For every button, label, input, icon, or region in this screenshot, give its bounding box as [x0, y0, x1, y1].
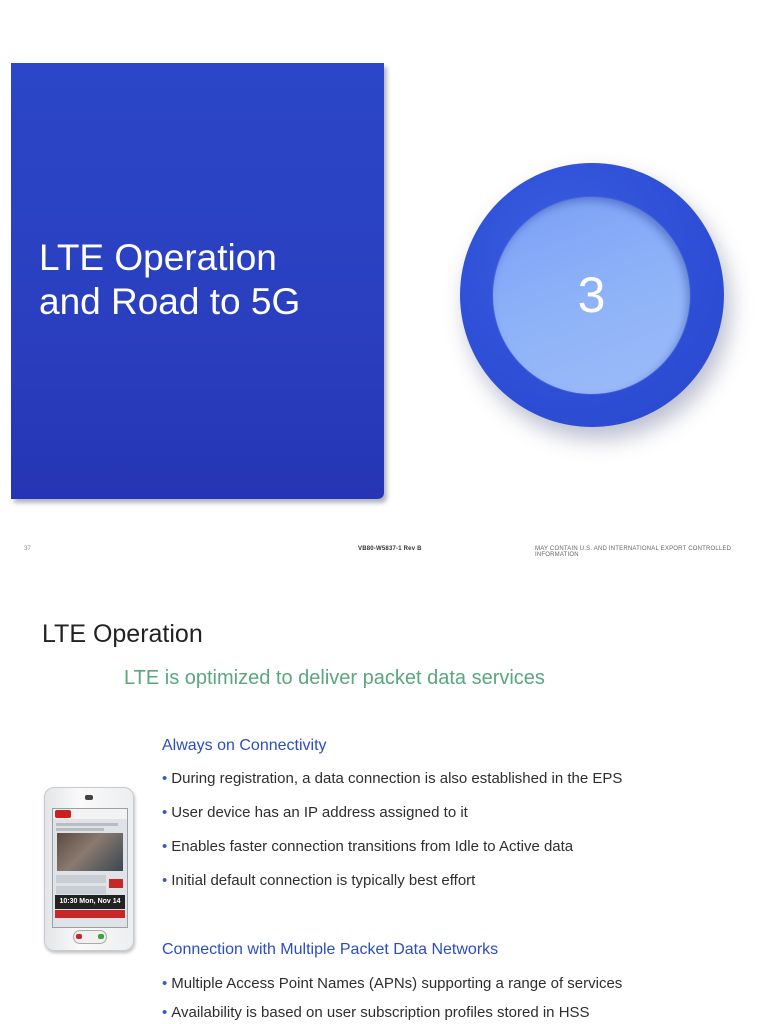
- bullet-item: [162, 975, 622, 992]
- section-heading-multiple-pdn: Connection with Multiple Packet Data Networks: [162, 941, 499, 958]
- camera-icon: [85, 795, 93, 800]
- section-title: [39, 236, 369, 324]
- bullet-item: [162, 1004, 590, 1021]
- bullet-item: [162, 872, 475, 889]
- phone-screen: [52, 808, 128, 928]
- bullet-dot-icon: •: [162, 1004, 168, 1021]
- screen-text-line: [56, 823, 118, 826]
- export-notice: MAY CONTAIN U.S. AND INTERNATIONAL EXPORT CONTROLLED INFORMATION: [535, 546, 732, 558]
- screen-text-line: [56, 828, 104, 831]
- document-code: VB80-W5837-1 Rev B: [358, 546, 422, 552]
- screen-row: [56, 886, 106, 894]
- section-title-line-1: LTE Operation: [39, 237, 277, 278]
- bullet-dot-icon: •: [162, 975, 168, 992]
- bullet-text: Enables faster connection transitions from Idle to Active data: [171, 838, 574, 855]
- bullet-item: [162, 804, 468, 821]
- page-number: 37: [24, 546, 32, 552]
- bullet-dot-icon: •: [162, 838, 168, 855]
- bullet-text: Multiple Access Point Names (APNs) supporting a range of services: [171, 975, 623, 992]
- section-number: 3: [577, 267, 606, 323]
- video-app-logo-icon: [55, 810, 71, 818]
- bullet-item: [162, 838, 573, 855]
- phone-call-buttons: [73, 930, 107, 944]
- answer-call-icon: [98, 934, 104, 939]
- smartphone-illustration: [44, 787, 134, 951]
- screen-row: [56, 875, 106, 883]
- section-title-line-2: and Road to 5G: [39, 281, 301, 322]
- bullet-dot-icon: •: [162, 872, 168, 889]
- section-heading-always-on: Always on Connectivity: [162, 737, 327, 754]
- slide-title: LTE Operation: [42, 620, 203, 648]
- bullet-item: [162, 770, 622, 787]
- bullet-text: During registration, a data connection is also established in the EPS: [171, 770, 623, 787]
- end-call-icon: [76, 934, 82, 939]
- slide-subtitle: LTE is optimized to deliver packet data services: [124, 667, 545, 689]
- bullet-dot-icon: •: [162, 770, 168, 787]
- phone-clock: 10:30 Mon, Nov 14: [55, 895, 125, 909]
- screen-red-button-icon: [109, 879, 123, 888]
- bullet-text: Availability is based on user subscription profiles stored in HSS: [171, 1004, 590, 1021]
- screen-alert-bar: [55, 910, 125, 918]
- bullet-dot-icon: •: [162, 804, 168, 821]
- bullet-text: Initial default connection is typically best effort: [171, 872, 476, 889]
- video-thumbnail: [57, 833, 123, 871]
- bullet-text: User device has an IP address assigned to it: [171, 804, 468, 821]
